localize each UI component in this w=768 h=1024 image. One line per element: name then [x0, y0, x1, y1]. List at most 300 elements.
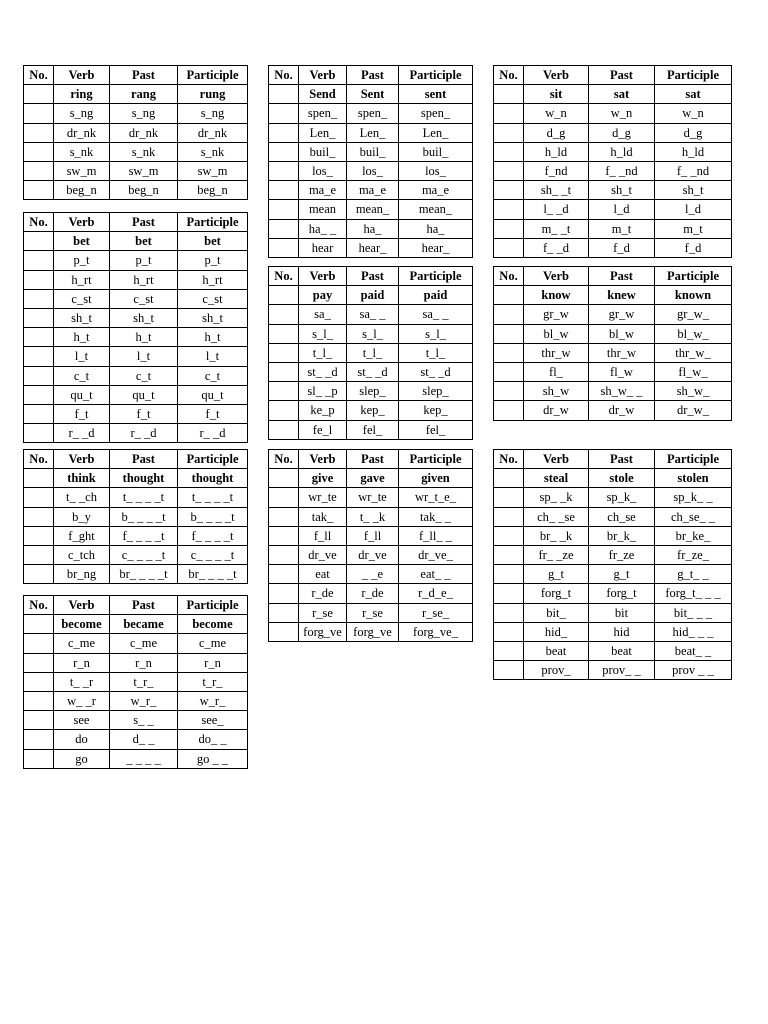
header-no: No. [494, 66, 524, 85]
number-cell [24, 653, 54, 672]
verb-cell: los_ [299, 161, 347, 180]
number-cell [494, 219, 524, 238]
table-row [24, 232, 248, 251]
past-cell: w_r_ [110, 691, 178, 710]
header-past: Past [347, 450, 399, 469]
number-cell [269, 526, 299, 545]
past-cell: fr_ze [589, 545, 655, 564]
past-cell: thought [110, 469, 178, 488]
verb-cell: sit [524, 85, 589, 104]
participle-cell: Len_ [399, 123, 473, 142]
participle-cell: d_g [655, 123, 732, 142]
number-cell [494, 488, 524, 507]
header-row [269, 66, 473, 85]
number-cell [494, 305, 524, 324]
number-cell [24, 181, 54, 200]
table-row [494, 401, 732, 420]
verb-cell: hid_ [524, 622, 589, 641]
past-cell: wr_te [347, 488, 399, 507]
verb-cell: fe_l [299, 420, 347, 439]
participle-cell: prov _ _ [655, 661, 732, 680]
participle-cell: h_ld [655, 142, 732, 161]
verb-cell: dr_ve [299, 545, 347, 564]
past-cell: sp_k_ [589, 488, 655, 507]
number-cell [24, 749, 54, 768]
participle-cell: see_ [178, 711, 248, 730]
table-row [269, 104, 473, 123]
verb-cell: ma_e [299, 181, 347, 200]
number-cell [494, 123, 524, 142]
past-cell: ch_se [589, 507, 655, 526]
participle-cell: gr_w_ [655, 305, 732, 324]
participle-cell: forg_t_ _ _ [655, 584, 732, 603]
number-cell [269, 545, 299, 564]
participle-cell: sh_t [178, 308, 248, 327]
past-cell: sh_t [110, 308, 178, 327]
participle-cell: bet [178, 232, 248, 251]
past-cell: t_ _k [347, 507, 399, 526]
past-cell: sat [589, 85, 655, 104]
header-past: Past [110, 66, 178, 85]
table-row [24, 347, 248, 366]
table-row [494, 661, 732, 680]
table-row [24, 691, 248, 710]
past-cell: bl_w [589, 324, 655, 343]
verb-cell: br_ng [54, 565, 110, 584]
header-row [494, 267, 732, 286]
number-cell [24, 634, 54, 653]
header-past: Past [110, 596, 178, 615]
past-cell: r_de [347, 584, 399, 603]
participle-cell: h_rt [178, 270, 248, 289]
verb-cell: st_ _d [299, 362, 347, 381]
participle-cell: stolen [655, 469, 732, 488]
verb-table-send [268, 65, 473, 258]
verb-cell: steal [524, 469, 589, 488]
past-cell: c_st [110, 289, 178, 308]
participle-cell: t_r_ [178, 672, 248, 691]
number-cell [269, 181, 299, 200]
verb-table-know [493, 266, 732, 421]
table-row [24, 672, 248, 691]
past-cell: r_n [110, 653, 178, 672]
verb-cell: buil_ [299, 142, 347, 161]
number-cell [494, 565, 524, 584]
number-cell [24, 161, 54, 180]
past-cell: became [110, 615, 178, 634]
verb-cell: ke_p [299, 401, 347, 420]
table-row [24, 488, 248, 507]
table-row [24, 507, 248, 526]
past-cell: mean_ [347, 200, 399, 219]
participle-cell: fr_ze_ [655, 545, 732, 564]
verb-cell: pay [299, 286, 347, 305]
verb-cell: r_se [299, 603, 347, 622]
verb-cell: hear [299, 238, 347, 257]
participle-cell: rung [178, 85, 248, 104]
verb-cell: bit_ [524, 603, 589, 622]
table-row [494, 305, 732, 324]
verb-cell: forg_ve [299, 622, 347, 641]
verb-table-ring [23, 65, 248, 200]
number-cell [269, 200, 299, 219]
participle-cell: mean_ [399, 200, 473, 219]
number-cell [269, 565, 299, 584]
past-cell: hear_ [347, 238, 399, 257]
verb-cell: tak_ [299, 507, 347, 526]
header-row [494, 66, 732, 85]
number-cell [494, 286, 524, 305]
past-cell: ma_e [347, 181, 399, 200]
table-row [494, 161, 732, 180]
number-cell [494, 526, 524, 545]
participle-cell: fel_ [399, 420, 473, 439]
participle-cell: b_ _ _ _t [178, 507, 248, 526]
verb-cell: sh_w [524, 382, 589, 401]
past-cell: d_ _ [110, 730, 178, 749]
participle-cell: eat_ _ [399, 565, 473, 584]
table-row [24, 424, 248, 443]
number-cell [269, 142, 299, 161]
number-cell [24, 123, 54, 142]
header-row [24, 213, 248, 232]
verb-cell: t_ _ch [54, 488, 110, 507]
number-cell [494, 104, 524, 123]
header-participle: Participle [178, 66, 248, 85]
past-cell: ha_ [347, 219, 399, 238]
number-cell [494, 545, 524, 564]
past-cell: f_d [589, 238, 655, 257]
participle-cell: ch_se_ _ [655, 507, 732, 526]
table-row [494, 343, 732, 362]
table-row [24, 142, 248, 161]
past-cell: dr_nk [110, 123, 178, 142]
past-cell: f_ _ _ _t [110, 526, 178, 545]
past-cell: Sent [347, 85, 399, 104]
participle-cell: l_t [178, 347, 248, 366]
participle-cell: f_t [178, 404, 248, 423]
table-row [24, 161, 248, 180]
table-row [269, 622, 473, 641]
participle-cell: t_l_ [399, 343, 473, 362]
header-past: Past [110, 213, 178, 232]
table-row [24, 181, 248, 200]
header-row [269, 450, 473, 469]
header-no: No. [494, 267, 524, 286]
table-row [269, 85, 473, 104]
header-no: No. [269, 267, 299, 286]
header-participle: Participle [399, 267, 473, 286]
participle-cell: l_d [655, 200, 732, 219]
table-row [269, 603, 473, 622]
number-cell [24, 565, 54, 584]
past-cell: Len_ [347, 123, 399, 142]
verb-cell: fl_ [524, 362, 589, 381]
verb-cell: s_nk [54, 142, 110, 161]
number-cell [494, 641, 524, 660]
participle-cell: c_t [178, 366, 248, 385]
table-row [269, 219, 473, 238]
number-cell [494, 507, 524, 526]
number-cell [269, 584, 299, 603]
verb-cell: beat [524, 641, 589, 660]
verb-cell: r_de [299, 584, 347, 603]
past-cell: d_g [589, 123, 655, 142]
header-no: No. [24, 596, 54, 615]
number-cell [269, 622, 299, 641]
past-cell: m_t [589, 219, 655, 238]
table-row [269, 200, 473, 219]
number-cell [24, 289, 54, 308]
number-cell [269, 104, 299, 123]
table-row [24, 634, 248, 653]
table-row [24, 653, 248, 672]
past-cell: sa_ _ [347, 305, 399, 324]
number-cell [269, 85, 299, 104]
table-row [269, 545, 473, 564]
number-cell [24, 469, 54, 488]
verb-cell: h_ld [524, 142, 589, 161]
header-row [24, 66, 248, 85]
past-cell: s_ng [110, 104, 178, 123]
participle-cell: br_ _ _ _t [178, 565, 248, 584]
participle-cell: p_t [178, 251, 248, 270]
participle-cell: c_me [178, 634, 248, 653]
verb-cell: prov_ [524, 661, 589, 680]
table-row [269, 123, 473, 142]
verb-cell: s_ng [54, 104, 110, 123]
participle-cell: sent [399, 85, 473, 104]
header-verb: Verb [299, 450, 347, 469]
past-cell: rang [110, 85, 178, 104]
table-row [269, 362, 473, 381]
number-cell [494, 238, 524, 257]
number-cell [24, 711, 54, 730]
verb-cell: m_ _t [524, 219, 589, 238]
table-row [494, 488, 732, 507]
number-cell [494, 142, 524, 161]
table-row [269, 526, 473, 545]
participle-cell: sw_m [178, 161, 248, 180]
past-cell: st_ _d [347, 362, 399, 381]
header-row [24, 450, 248, 469]
past-cell: stole [589, 469, 655, 488]
past-cell: c_ _ _ _t [110, 545, 178, 564]
header-row [269, 267, 473, 286]
verb-cell: t_l_ [299, 343, 347, 362]
past-cell: sh_t [589, 181, 655, 200]
past-cell: kep_ [347, 401, 399, 420]
table-row [494, 181, 732, 200]
verb-cell: l_ _d [524, 200, 589, 219]
participle-cell: known [655, 286, 732, 305]
participle-cell: dr_nk [178, 123, 248, 142]
verb-cell: d_g [524, 123, 589, 142]
participle-cell: w_n [655, 104, 732, 123]
header-past: Past [589, 450, 655, 469]
verb-cell: dr_w [524, 401, 589, 420]
number-cell [494, 343, 524, 362]
header-verb: Verb [54, 213, 110, 232]
participle-cell: c_st [178, 289, 248, 308]
verb-table-steal [493, 449, 732, 680]
past-cell: c_t [110, 366, 178, 385]
participle-cell: ma_e [399, 181, 473, 200]
verb-cell: fr_ _ze [524, 545, 589, 564]
verb-cell: l_t [54, 347, 110, 366]
participle-cell: hear_ [399, 238, 473, 257]
verb-table-give [268, 449, 473, 642]
past-cell: dr_ve [347, 545, 399, 564]
table-row [494, 219, 732, 238]
table-row [24, 711, 248, 730]
participle-cell: m_t [655, 219, 732, 238]
verb-cell: g_t [524, 565, 589, 584]
number-cell [24, 308, 54, 327]
header-participle: Participle [399, 66, 473, 85]
past-cell: f_t [110, 404, 178, 423]
verb-cell: sl_ _p [299, 382, 347, 401]
verb-cell: bl_w [524, 324, 589, 343]
number-cell [494, 181, 524, 200]
verb-cell: sa_ [299, 305, 347, 324]
verb-cell: h_t [54, 328, 110, 347]
verb-cell: c_t [54, 366, 110, 385]
verb-cell: Len_ [299, 123, 347, 142]
header-past: Past [347, 66, 399, 85]
header-past: Past [110, 450, 178, 469]
past-cell: br_ _ _ _t [110, 565, 178, 584]
past-cell: beat [589, 641, 655, 660]
verb-table-sit [493, 65, 732, 258]
verb-cell: w_ _r [54, 691, 110, 710]
participle-cell: c_ _ _ _t [178, 545, 248, 564]
number-cell [24, 488, 54, 507]
verb-cell: dr_nk [54, 123, 110, 142]
participle-cell: f_ll_ _ [399, 526, 473, 545]
past-cell: gave [347, 469, 399, 488]
participle-cell: ha_ [399, 219, 473, 238]
verb-cell: go [54, 749, 110, 768]
past-cell: fel_ [347, 420, 399, 439]
table-row [494, 641, 732, 660]
table-row [269, 238, 473, 257]
participle-cell: sh_w_ [655, 382, 732, 401]
verb-cell: Send [299, 85, 347, 104]
participle-cell: buil_ [399, 142, 473, 161]
table-row [494, 286, 732, 305]
past-cell: s_l_ [347, 324, 399, 343]
table-row [494, 507, 732, 526]
participle-cell: f_ _ _ _t [178, 526, 248, 545]
header-verb: Verb [524, 267, 589, 286]
table-row [269, 565, 473, 584]
participle-cell: w_r_ [178, 691, 248, 710]
verb-cell: br_ _k [524, 526, 589, 545]
header-participle: Participle [178, 213, 248, 232]
table-row [494, 584, 732, 603]
participle-cell: g_t_ _ [655, 565, 732, 584]
number-cell [24, 347, 54, 366]
verb-cell: ha_ _ [299, 219, 347, 238]
number-cell [24, 526, 54, 545]
number-cell [494, 161, 524, 180]
number-cell [24, 270, 54, 289]
participle-cell: sh_t [655, 181, 732, 200]
verb-cell: p_t [54, 251, 110, 270]
participle-cell: paid [399, 286, 473, 305]
table-row [24, 404, 248, 423]
number-cell [494, 324, 524, 343]
table-row [24, 366, 248, 385]
verb-table-think [23, 449, 248, 584]
participle-cell: kep_ [399, 401, 473, 420]
verb-cell: become [54, 615, 110, 634]
participle-cell: slep_ [399, 382, 473, 401]
past-cell: beg_n [110, 181, 178, 200]
number-cell [494, 362, 524, 381]
header-verb: Verb [54, 450, 110, 469]
participle-cell: tak_ _ [399, 507, 473, 526]
past-cell: hid [589, 622, 655, 641]
table-row [24, 308, 248, 327]
participle-cell: br_ke_ [655, 526, 732, 545]
table-row [24, 730, 248, 749]
table-row [269, 469, 473, 488]
verb-cell: f_ _d [524, 238, 589, 257]
verb-cell: c_tch [54, 545, 110, 564]
participle-cell: bl_w_ [655, 324, 732, 343]
number-cell [269, 286, 299, 305]
header-verb: Verb [524, 66, 589, 85]
participle-cell: st_ _d [399, 362, 473, 381]
number-cell [24, 730, 54, 749]
past-cell: _ _ _ _ [110, 749, 178, 768]
participle-cell: s_l_ [399, 324, 473, 343]
number-cell [269, 362, 299, 381]
table-row [494, 85, 732, 104]
verb-cell: gr_w [524, 305, 589, 324]
past-cell: sh_w_ _ [589, 382, 655, 401]
header-past: Past [589, 267, 655, 286]
number-cell [494, 401, 524, 420]
participle-cell: thr_w_ [655, 343, 732, 362]
verb-cell: know [524, 286, 589, 305]
past-cell: h_ld [589, 142, 655, 161]
verb-cell: ch_ _se [524, 507, 589, 526]
table-row [24, 749, 248, 768]
table-row [24, 270, 248, 289]
number-cell [494, 661, 524, 680]
table-row [494, 362, 732, 381]
number-cell [269, 603, 299, 622]
number-cell [24, 385, 54, 404]
number-cell [24, 507, 54, 526]
table-row [269, 305, 473, 324]
table-row [269, 382, 473, 401]
number-cell [24, 691, 54, 710]
number-cell [269, 161, 299, 180]
number-cell [24, 104, 54, 123]
verb-cell: sh_t [54, 308, 110, 327]
verb-cell: eat [299, 565, 347, 584]
table-row [269, 286, 473, 305]
past-cell: bit [589, 603, 655, 622]
participle-cell: spen_ [399, 104, 473, 123]
past-cell: s_ _ [110, 711, 178, 730]
past-cell: f_ll [347, 526, 399, 545]
number-cell [269, 469, 299, 488]
